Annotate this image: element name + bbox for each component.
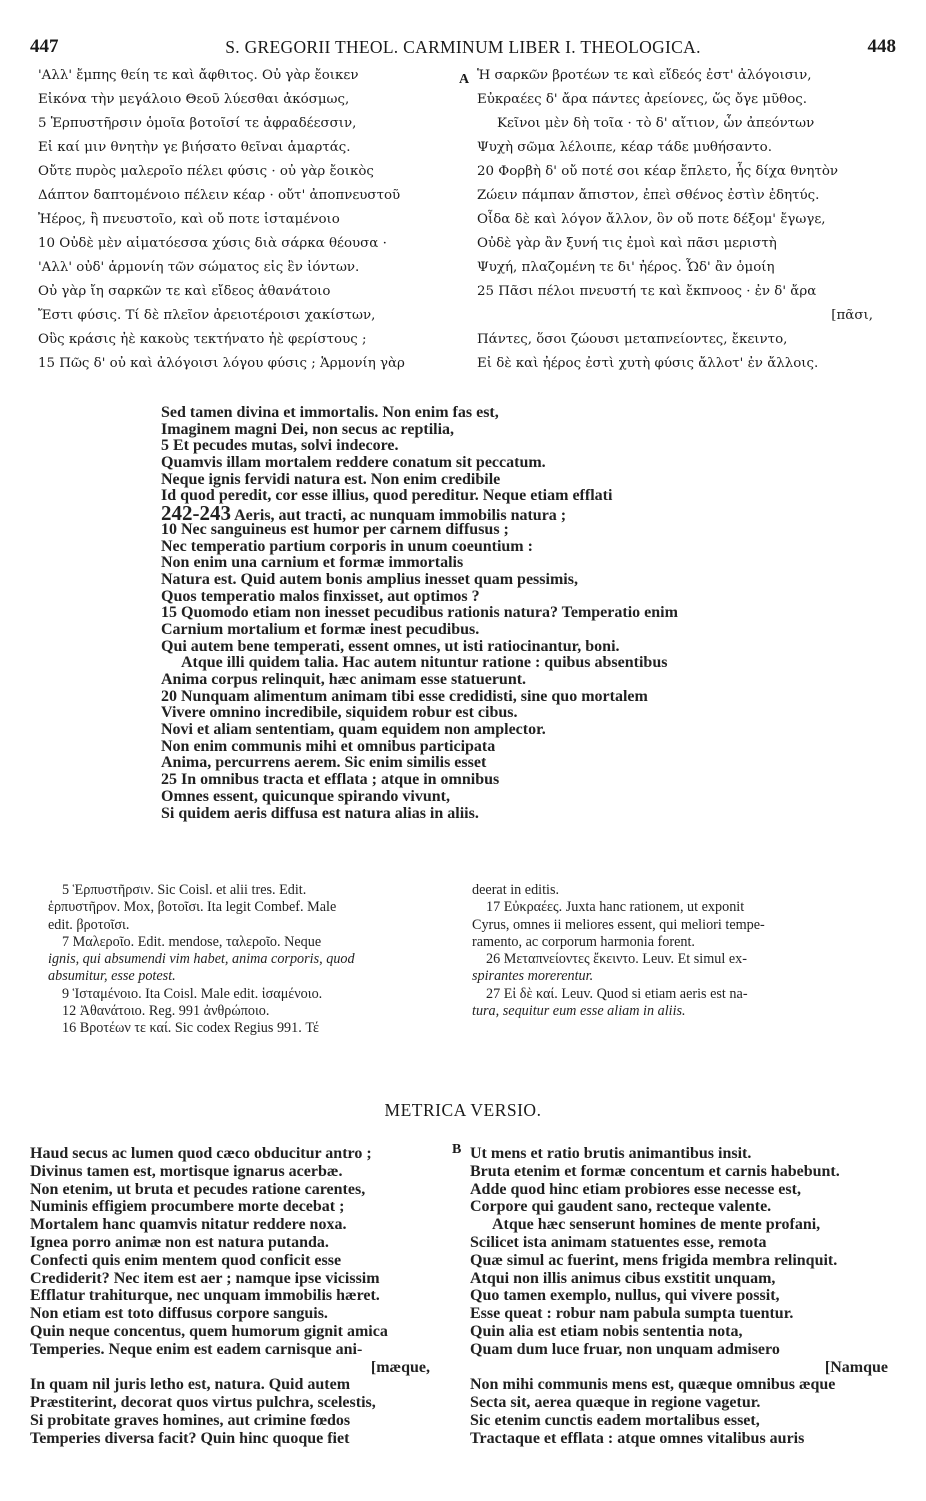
latin-line: 10 Nec sanguineus est humor per carnem diffusus ; — [161, 520, 509, 538]
section-marker-b: B — [452, 1142, 462, 1157]
greek-line: Ἠέρος, ἢ πνευστοῖο, καὶ οὔ ποτε ἱσταμένοιο — [38, 212, 340, 227]
greek-line: Πάντες, ὅσοι ζώουσι μεταπνείοντες, ἔκειντο, — [477, 332, 788, 347]
greek-line: 15 Πῶς δ' οὐ καὶ ἀλόγοισι λόγου φύσις ; Ἁρμονίη γὰρ — [38, 356, 405, 371]
running-head — [30, 36, 896, 60]
footnote-line: 9 Ἱσταμένοιο. Ita Coisl. Male edit. ἱσαμένοιο. — [62, 985, 323, 1002]
versio-line: Sic etenim cunctis eadem mortalibus esset, — [470, 1411, 760, 1429]
latin-line: Anima corpus relinquit, hæc animam esse statuerunt. — [161, 671, 527, 688]
footnote-line: 27 Εἰ δὲ καί. Leuv. Quod si etiam aeris est na- — [486, 985, 748, 1002]
greek-line: Οὓς κράσις ἠὲ κακοὺς τεκτήνατο ἠὲ φερίστους ; — [38, 332, 367, 347]
greek-line: Οὐδὲ γὰρ ἂν ξυνή τις ἐμοὶ καὶ πᾶσι μεριστὴ — [477, 236, 777, 251]
footnote-line: 12 Ἀθανάτοιο. Reg. 991 ἀνθρώποιο. — [62, 1003, 270, 1020]
latin-line: 20 Nunquam alimentum animam tibi esse credidisti, sine quo mortalem — [161, 687, 648, 705]
versio-line: Quo tamen exemplo, nullus, qui vivere possit, — [470, 1287, 780, 1305]
footnote-line: tura, sequitur eum esse aliam in aliis. — [472, 1003, 686, 1020]
footnote-line: absumitur, esse potest. — [48, 968, 176, 985]
versio-line: Quin neque concentus, quem humorum gignit amica — [30, 1322, 388, 1340]
versio-line: Bruta etenim et formæ concentum et carnis habebunt. — [470, 1162, 840, 1180]
greek-line: Ζώειν πάμπαν ἄπιστον, ἐπεὶ σθένος ἐστὶν ἐδητύς. — [477, 188, 820, 203]
greek-line: Εἰ καί μιν θνητὴν γε βιήσατο θεῖναι ἁμαρτάς. — [38, 140, 351, 155]
versio-line: Mortalem hanc quamvis nitatur reddere noxa. — [30, 1216, 347, 1234]
footnote-line: 16 Βροτέων τε καί. Sic codex Regius 991. Τέ — [62, 1020, 319, 1037]
running-title: S. GREGORII THEOL. CARMINUM LIBER I. THEOLOGICA. — [225, 37, 701, 57]
latin-line: 25 In omnibus tracta et efflata ; atque in omnibus — [161, 771, 500, 789]
greek-line: 'Αλλ' ἔμπης θείη τε καὶ ἄφθιτος. Οὐ γὰρ ἔοικεν — [38, 68, 359, 83]
versio-line: Si probitate graves homines, aut crimine fœdos — [30, 1411, 351, 1429]
column-marker: 242-243 — [161, 501, 231, 526]
versio-line: Scilicet ista animam statuentes esse, remota — [470, 1233, 767, 1251]
latin-line: Neque ignis fervidi natura est. Non enim credibile — [161, 470, 501, 488]
greek-line: 10 Οὐδὲ μὲν αἱματόεσσα χύσις διὰ σάρκα θέουσα · — [38, 236, 387, 251]
greek-column-right — [477, 64, 897, 376]
greek-line: Οἶδα δὲ καὶ λόγον ἄλλον, ὃν οὔ ποτε δέξομ' ἔγωγε, — [477, 212, 826, 227]
greek-line: Ψυχὴ σῶμα λέλοιπε, κέαρ τάδε μυθήσαντο. — [477, 140, 772, 155]
page-number-left: 447 — [30, 36, 59, 57]
footnotes-right — [472, 882, 887, 1020]
greek-line: [πᾶσι, — [831, 308, 873, 323]
versio-column-right — [470, 1145, 910, 1448]
versio-line: Quin alia est etiam nobis sententia nota, — [470, 1322, 743, 1340]
greek-line: 20 Φορβὴ δ' οὔ ποτέ σοι κέαρ ἔπλετο, ἧς δίχα θνητὸν — [477, 164, 839, 179]
versio-line: Tractaque et efflata : atque omnes vitalibus auris — [470, 1429, 805, 1447]
latin-translation — [161, 405, 881, 822]
greek-line: 25 Πᾶσι πέλοι πνευστή τε καὶ ἔκπνοος · ἐν δ' ἄρα — [477, 284, 817, 299]
latin-line: Sed tamen divina et immortalis. Non enim fas est, — [161, 404, 499, 421]
footnote-line: 5 Ἑρπυστῆρσιν. Sic Coisl. et alii tres. Edit. — [62, 882, 307, 898]
versio-line: [Namque — [824, 1358, 888, 1376]
latin-line: Nec temperatio partium corporis in unum coeuntium : — [161, 537, 533, 555]
footnote-line: ignis, qui absumendi vim habet, anima corporis, quod — [48, 951, 355, 968]
versio-line: Ignea porro animæ non est natura putanda. — [30, 1233, 329, 1251]
greek-line: Ψυχή, πλαζομένη τε δι' ἠέρος. Ὧδ' ἂν ὁμοίη — [477, 260, 775, 275]
greek-line: Οὔτε πυρὸς μαλεροῖο πέλει φύσις · οὐ γὰρ ἔοικὸς — [38, 164, 374, 179]
versio-line: Atqui non illis animus cibus exstitit unquam, — [470, 1269, 776, 1287]
section-heading: METRICA VERSIO. — [384, 1100, 542, 1120]
footnote-line: Cyrus, omnes ii meliores essent, qui meliori tempe- — [472, 916, 765, 933]
greek-line: Δάπτον δαπτομένοιο πέλειν κέαρ · οὔτ' ἀποπνευστοῦ — [38, 188, 401, 203]
versio-line: [mæque, — [370, 1358, 430, 1376]
greek-line: Εἰκόνα τὴν μεγάλοιο Θεοῦ λύεσθαι ἀκόσμως, — [38, 92, 350, 107]
greek-line: Οὐ γὰρ ἴη σαρκῶν τε καὶ εἴδεος ἀθανάτοιο — [38, 284, 331, 299]
latin-line: 15 Quomodo etiam non inesset pecudibus rationis natura? Temperatio enim — [161, 604, 678, 622]
latin-line: Si quidem aeris diffusa est natura alias in aliis. — [161, 804, 479, 822]
latin-line: Anima, percurrens aerem. Sic enim similis esset — [161, 754, 487, 772]
versio-line: Quam dum luce fruar, non unquam admisero — [470, 1340, 780, 1358]
versio-line: Non etiam est toto diffusus corpore sanguis. — [30, 1305, 328, 1323]
footnote-line: deerat in editis. — [472, 882, 560, 898]
greek-line: Ἡ σαρκῶν βροτέων τε καὶ εἴδεός ἐστ' ἀλόγοισιν, — [477, 68, 812, 83]
latin-line: Id quod peredit, cor esse illius, quod pereditur. Neque etiam efflati — [161, 487, 613, 505]
latin-line — [161, 501, 881, 526]
footnote-line: 17 Εὐκραέες. Juxta hanc rationem, ut exponit — [486, 899, 745, 916]
greek-line: Ἔστι φύσις. Τί δὲ πλεῖον ἀρειοτέροισι χακίστων, — [38, 308, 376, 323]
versio-line: Divinus tamen est, mortisque ignarus acerbæ. — [30, 1162, 343, 1180]
latin-line: Atque illi quidem talia. Hac autem nituntur ratione : quibus absentibus — [181, 654, 668, 672]
versio-line: Atque hæc senserunt homines de mente profani, — [492, 1216, 821, 1234]
versio-line: In quam nil juris letho est, natura. Quid autem — [30, 1376, 351, 1394]
greek-line: Εἰ δὲ καὶ ἠέρος ἐστὶ χυτὴ φύσις ἄλλοτ' ἐν ἄλλοις. — [477, 356, 819, 371]
footnote-line: ἑρπυστῆρον. Mox, βοτοῖσι. Ita legit Combef. Male — [48, 899, 337, 916]
versio-line: Secta sit, aerea quæque in regione vagetur. — [470, 1394, 761, 1412]
versio-column-left — [30, 1145, 450, 1448]
latin-line: Quamvis illam mortalem reddere conatum sit peccatum. — [161, 454, 546, 472]
versio-line: Non etenim, ut bruta et pecudes ratione carentes, — [30, 1180, 366, 1198]
latin-line: Quos temperatio malos finxisset, aut optimos ? — [161, 587, 480, 605]
latin-line: Carnium mortalium et formæ inest pecudibus. — [161, 620, 480, 638]
versio-line: Ut mens et ratio brutis animantibus insit. — [470, 1145, 752, 1162]
greek-line: Κεῖνοι μὲν δὴ τοῖα · τὸ δ' αἴτιον, ὧν ἀπεόντων — [497, 116, 815, 131]
versio-line: Crediderit? Nec item est aer ; namque ipse vicissim — [30, 1269, 380, 1287]
footnote-line: 26 Μεταπνείοντες ἔκειντο. Leuv. Et simul ex- — [486, 951, 747, 968]
versio-line: Præstiterint, decorat quos virtus pulchra, scelestis, — [30, 1394, 376, 1412]
greek-line: 'Αλλ' οὐδ' ἁρμονίη τῶν σώματος εἰς ἓν ἰόντων. — [38, 260, 360, 275]
greek-column-left — [38, 64, 458, 376]
page-number-right: 448 — [867, 36, 896, 57]
latin-line: Non enim una carnium et formæ immortalis — [161, 554, 464, 572]
versio-line: Temperies. Neque enim est eadem carnisque ani- — [30, 1340, 363, 1358]
versio-line: Numinis effigiem procumbere morte decebat ; — [30, 1198, 345, 1216]
versio-line: Confecti quis enim mentem quod conficit esse — [30, 1251, 342, 1269]
versio-line: Non mihi communis mens est, quæque omnibus æque — [470, 1376, 836, 1394]
latin-line: Imaginem magni Dei, non secus ac reptilia, — [161, 420, 455, 438]
latin-line: Natura est. Quid autem bonis amplius inesset quam pessimis, — [161, 570, 578, 588]
greek-line: Εὐκραέες δ' ἄρα πάντες ἀρείονες, ὥς ὄγε μῦθος. — [477, 92, 808, 107]
versio-line: Quæ simul ac fuerint, mens frigida membra relinquit. — [470, 1251, 838, 1269]
latin-line: Omnes essent, quicunque spirando vivunt, — [161, 787, 450, 805]
versio-line: Temperies diversa facit? Quin hinc quoque fiet — [30, 1429, 350, 1447]
footnote-line: spirantes morerentur. — [472, 968, 594, 985]
latin-line: Novi et aliam sententiam, quam equidem non amplector. — [161, 721, 546, 739]
section-marker-a: A — [459, 72, 470, 87]
latin-line: Non enim communis mihi et omnibus participata — [161, 737, 496, 755]
latin-line: Qui autem bene temperati, essent omnes, ut isti ratiocinantur, boni. — [161, 637, 620, 655]
footnote-line: edit. βροτοῖσι. — [48, 916, 130, 933]
latin-line: 5 Et pecudes mutas, solvi indecore. — [161, 437, 399, 455]
latin-line-text: Aeris, aut tracti, ac nunquam immobilis natura ; — [234, 507, 567, 525]
footnote-line: 7 Μαλεροῖο. Edit. mendose, ταλεροῖο. Neque — [62, 933, 322, 950]
latin-line: Vivere omnino incredibile, siquidem robur est cibus. — [161, 704, 518, 722]
versio-line: Efflatur trahiturque, nec unquam immobilis hæret. — [30, 1287, 380, 1305]
versio-line: Corpore qui gaudent sano, recteque valente. — [470, 1198, 772, 1216]
versio-line: Esse queat : robur nam pabula sumpta tuentur. — [470, 1305, 794, 1323]
versio-line: Adde quod hinc etiam probiores esse necesse est, — [470, 1180, 801, 1198]
footnote-line: ramento, ac corporum harmonia forent. — [472, 933, 695, 950]
greek-line: 5 Ἑρπυστῆρσιν ὁμοῖα βοτοῖσί τε ἀφραδέεσσιν, — [38, 116, 357, 131]
footnotes-left — [48, 882, 453, 1038]
versio-line: Haud secus ac lumen quod cæco obducitur antro ; — [30, 1145, 372, 1162]
